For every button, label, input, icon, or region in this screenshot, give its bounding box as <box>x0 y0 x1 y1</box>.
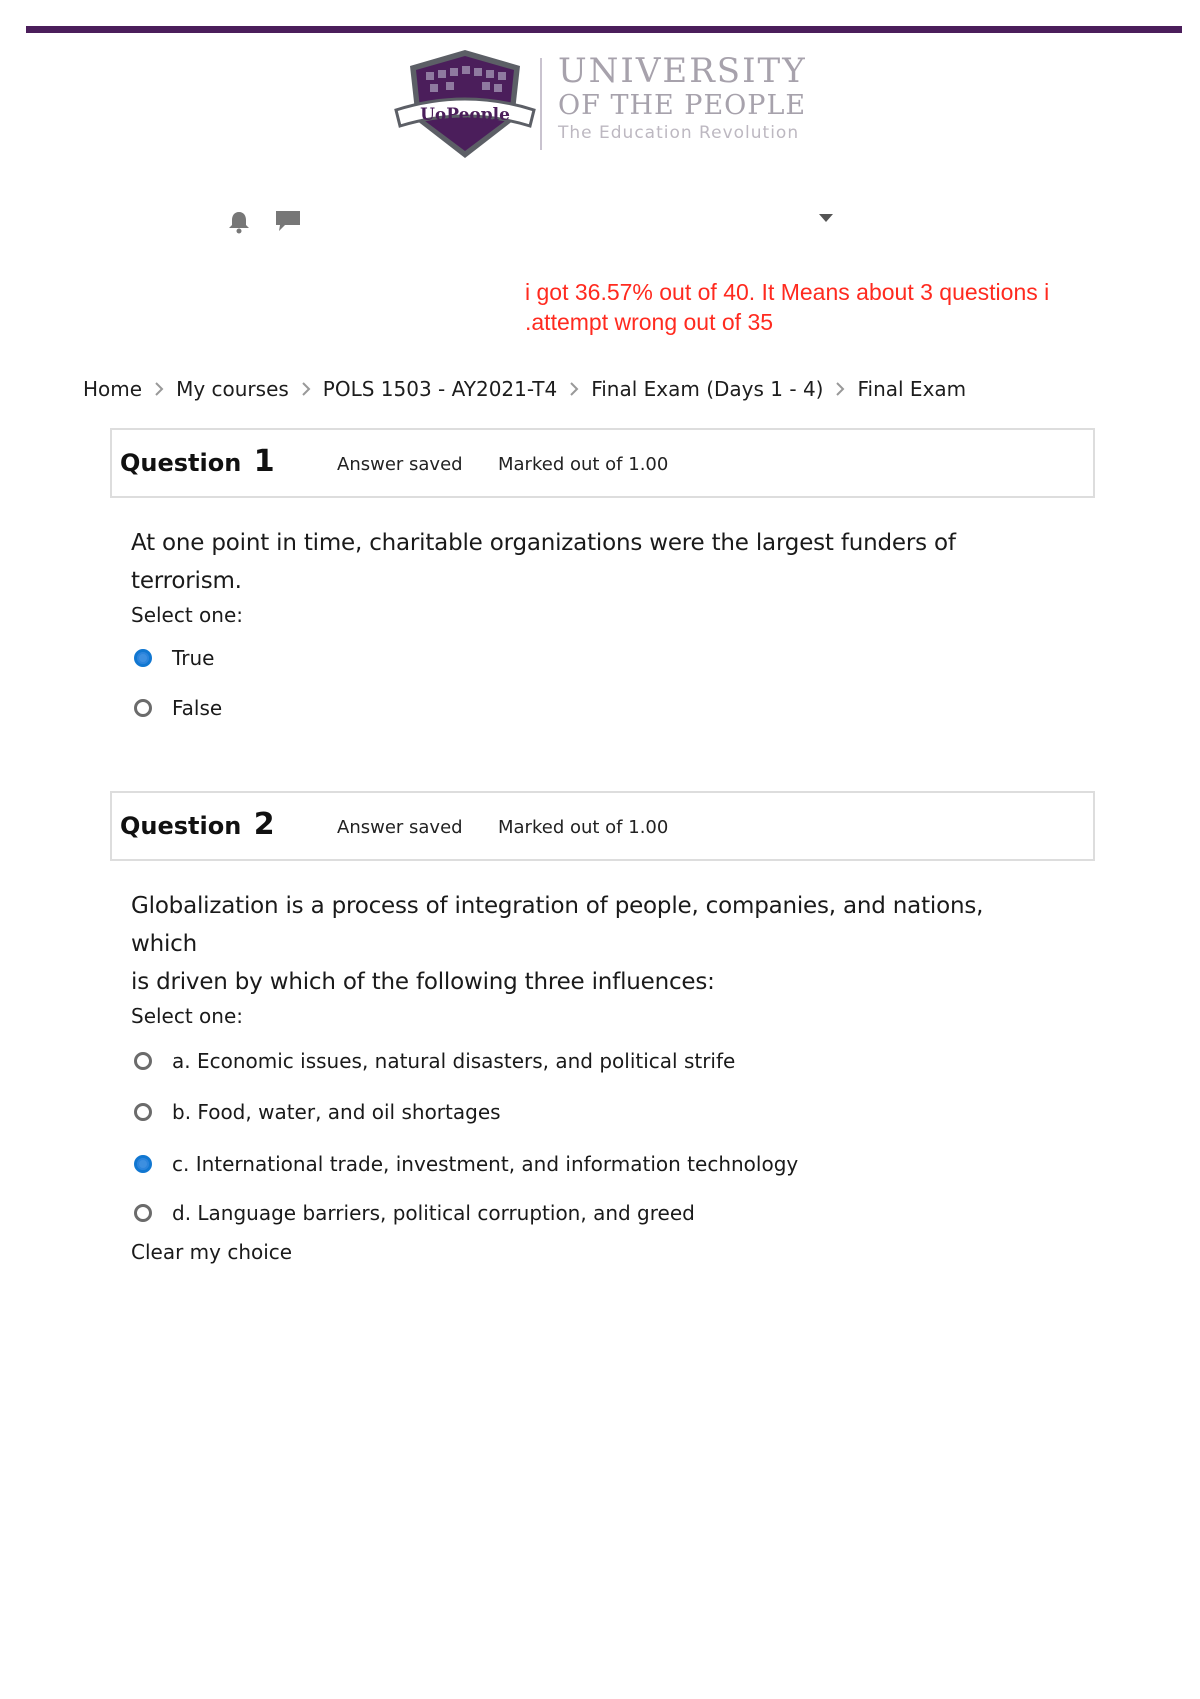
logo-badge-text: UoPeople <box>420 105 510 125</box>
question-1-option-true[interactable] <box>134 641 214 675</box>
chevron-right-icon <box>565 380 583 398</box>
option-label: d. Language barriers, political corruption, and greed <box>172 1201 695 1225</box>
breadcrumb-home[interactable]: Home <box>83 377 143 401</box>
question-number: 1 <box>253 444 275 479</box>
question-2-option-d[interactable] <box>134 1196 695 1230</box>
caret-down-icon[interactable] <box>818 212 834 224</box>
chevron-right-icon <box>150 380 168 398</box>
question-2-state: Answer saved <box>337 817 463 838</box>
radio-unchecked-icon[interactable] <box>134 1204 152 1222</box>
question-2-option-b[interactable] <box>134 1095 501 1129</box>
breadcrumb-current[interactable]: Final Exam <box>857 377 967 401</box>
radio-checked-icon[interactable] <box>134 1155 152 1173</box>
question-2-text <box>131 887 1051 1001</box>
question-2-option-c[interactable] <box>134 1147 798 1181</box>
question-1-select-label: Select one: <box>131 603 244 627</box>
question-2-title <box>120 807 275 842</box>
radio-unchecked-icon[interactable] <box>134 1103 152 1121</box>
clear-my-choice-link[interactable]: Clear my choice <box>131 1240 293 1264</box>
chevron-right-icon <box>831 380 849 398</box>
radio-unchecked-icon[interactable] <box>134 1052 152 1070</box>
question-label: Question <box>120 449 242 477</box>
breadcrumb-course[interactable]: POLS 1503 - AY2021-T4 <box>322 377 558 401</box>
question-2-select-label: Select one: <box>131 1004 244 1028</box>
question-2-option-a[interactable] <box>134 1044 735 1078</box>
question-1-title <box>120 444 275 479</box>
question-1-option-false[interactable] <box>134 691 222 725</box>
radio-unchecked-icon[interactable] <box>134 699 152 717</box>
question-1-mark: Marked out of 1.00 <box>498 454 669 475</box>
logo-divider <box>540 58 542 150</box>
shield-logo-icon <box>390 48 540 166</box>
question-2-mark: Marked out of 1.00 <box>498 817 669 838</box>
breadcrumb-my-courses[interactable]: My courses <box>176 377 289 401</box>
breadcrumb <box>83 374 966 404</box>
option-label: True <box>172 646 215 670</box>
logo-line-2: OF THE PEOPLE <box>558 90 807 121</box>
question-1-text: At one point in time, charitable organizations were the largest funders of terrorism. <box>131 530 956 594</box>
chevron-right-icon <box>297 380 315 398</box>
question-label: Question <box>120 812 242 840</box>
logo-line-1: UNIVERSITY <box>558 51 807 91</box>
question-1-state: Answer saved <box>337 454 463 475</box>
option-label: c. International trade, investment, and information technology <box>172 1152 799 1176</box>
annotation-note: i got 36.57% out of 40. It Means about 3 questions i .attempt wrong out of 35 <box>525 279 1050 335</box>
question-number: 2 <box>253 807 275 842</box>
radio-checked-icon[interactable] <box>134 649 152 667</box>
option-label: b. Food, water, and oil shortages <box>172 1100 501 1124</box>
question-2-text-line-2: is driven by which of the following three influences: <box>131 969 715 995</box>
logo-tagline: The Education Revolution <box>558 123 800 143</box>
logo-wordmark <box>558 51 807 143</box>
breadcrumb-section[interactable]: Final Exam (Days 1 - 4) <box>591 377 824 401</box>
option-label: a. Economic issues, natural disasters, and political strife <box>172 1049 736 1073</box>
question-1-header <box>110 428 1095 498</box>
top-accent-bar <box>26 26 1182 33</box>
question-2-header <box>110 791 1095 861</box>
option-label: False <box>172 696 223 720</box>
question-2-text-line-1: Globalization is a process of integration of people, companies, and nations, which <box>131 893 984 957</box>
chat-icon[interactable] <box>274 208 302 234</box>
bell-icon[interactable] <box>226 209 252 235</box>
uopeople-logo[interactable] <box>390 48 820 166</box>
